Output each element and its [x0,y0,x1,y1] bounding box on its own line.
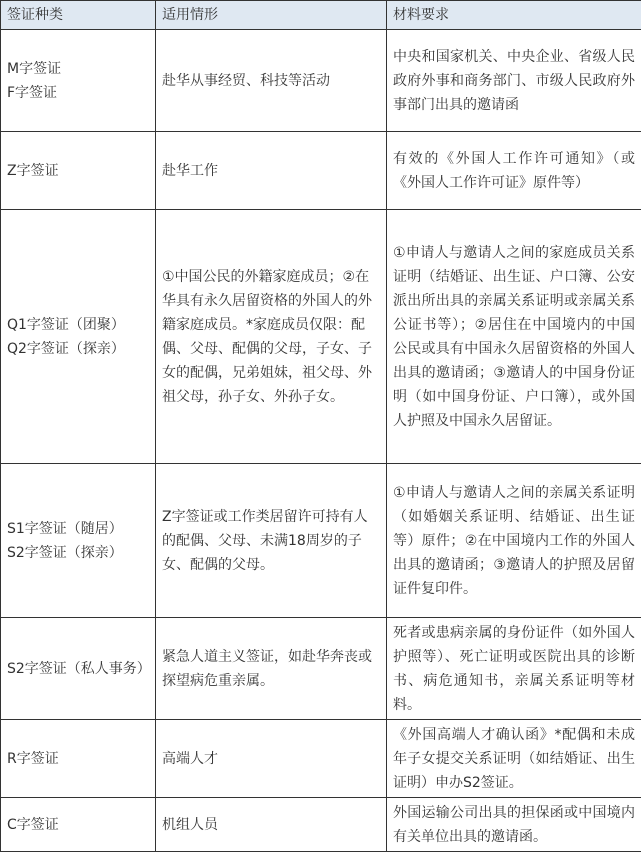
materials-cell: 《外国高端人才确认函》*配偶和未成年子女提交关系证明（如结婚证、出生证明）申办S2签证。 [387,720,641,798]
table-row [1,618,641,720]
situation-cell: ①中国公民的外籍家庭成员；②在华具有永久居留资格的外国人的外籍家庭成员。*家庭成员仅限：配偶、父母、配偶的父母，子女、子女的配偶，兄弟姐妹，祖父母、外祖父母，孙子女、外孙子女。 [156,210,387,464]
header-visa-type: 签证种类 [1,1,156,30]
situation-cell: Z字签证或工作类居留许可持有人的配偶、父母、未满18周岁的子女、配偶的父母。 [156,464,387,618]
visa-type-cell: S2字签证（私人事务） [1,618,156,720]
header-situation: 适用情形 [156,1,387,30]
situation-cell: 紧急人道主义签证，如赴华奔丧或探望病危重亲属。 [156,618,387,720]
materials-cell: ①申请人与邀请人之间的家庭成员关系证明（结婚证、出生证、户口簿、公安派出所出具的亲属关系证明或亲属关系公证书等）；②居住在中国境内的中国公民或具有中国永久居留资格的外国人出具的邀请函；③邀请人的中国身份证明（如中国身份证、户口簿），或外国人护照及中国永久居留证。 [387,210,641,464]
visa-type-cell: S1字签证（随居） S2字签证（探亲） [1,464,156,618]
materials-cell: 有效的《外国人工作许可通知》（或《外国人工作许可证》原件等） [387,132,641,210]
visa-type-cell: Q1字签证（团聚） Q2字签证（探亲） [1,210,156,464]
header-materials: 材料要求 [387,1,641,30]
table-row [1,464,641,618]
table-row [1,132,641,210]
situation-cell: 赴华从事经贸、科技等活动 [156,30,387,132]
table-row [1,720,641,798]
situation-cell: 高端人才 [156,720,387,798]
materials-cell: ①申请人与邀请人之间的亲属关系证明（如婚姻关系证明、结婚证、出生证等）原件；②在中国境内工作的外国人出具的邀请函；③邀请人的护照及居留证件复印件。 [387,464,641,618]
table-row [1,30,641,132]
materials-cell: 死者或患病亲属的身份证件（如外国人护照等）、死亡证明或医院出具的诊断书、病危通知书，亲属关系证明等材料。 [387,618,641,720]
visa-type-cell: R字签证 [1,720,156,798]
table-header-row [1,1,641,30]
table-row [1,210,641,464]
materials-cell: 中央和国家机关、中央企业、省级人民政府外事和商务部门、市级人民政府外事部门出具的邀请函 [387,30,641,132]
visa-type-cell: Z字签证 [1,132,156,210]
materials-cell: 外国运输公司出具的担保函或中国境内有关单位出具的邀请函。 [387,798,641,852]
situation-cell: 赴华工作 [156,132,387,210]
visa-type-cell: M字签证 F字签证 [1,30,156,132]
table-row [1,798,641,852]
situation-cell: 机组人员 [156,798,387,852]
visa-type-cell: C字签证 [1,798,156,852]
